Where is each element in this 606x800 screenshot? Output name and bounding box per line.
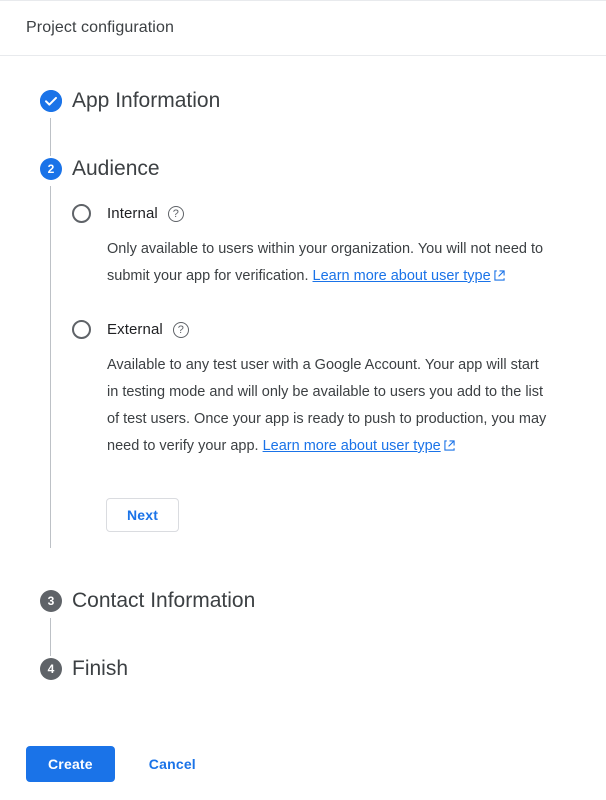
external-link-icon-internal bbox=[494, 264, 505, 275]
step-contact-information[interactable] bbox=[0, 588, 606, 656]
step-app-information[interactable] bbox=[0, 88, 606, 156]
step-2-number: 2 bbox=[47, 162, 55, 176]
external-description bbox=[107, 352, 552, 460]
step-1-title: App Information bbox=[72, 89, 221, 112]
step-2-title: Audience bbox=[72, 157, 160, 180]
step-2-marker bbox=[40, 158, 62, 180]
connector-3 bbox=[50, 618, 51, 656]
setup-stepper bbox=[0, 56, 606, 696]
radio-option-external[interactable] bbox=[72, 320, 582, 339]
external-learn-more-link[interactable]: Learn more about user type bbox=[262, 438, 441, 454]
radio-internal[interactable] bbox=[72, 204, 91, 223]
page-header bbox=[0, 0, 606, 56]
internal-learn-more-link[interactable]: Learn more about user type bbox=[312, 268, 491, 284]
help-icon-external[interactable]: ? bbox=[173, 322, 189, 338]
step-1-check-icon bbox=[40, 90, 62, 112]
connector-2 bbox=[50, 186, 51, 548]
step-finish[interactable] bbox=[0, 656, 606, 696]
step-3-number: 3 bbox=[47, 594, 55, 608]
step-4-title: Finish bbox=[72, 657, 129, 680]
internal-description bbox=[107, 236, 552, 290]
create-button[interactable]: Create bbox=[26, 746, 115, 782]
cancel-button[interactable]: Cancel bbox=[143, 755, 202, 773]
footer-actions bbox=[0, 746, 606, 782]
radio-internal-label: Internal bbox=[107, 205, 158, 222]
next-button[interactable]: Next bbox=[106, 498, 179, 532]
step-3-marker bbox=[40, 590, 62, 612]
radio-external-label: External bbox=[107, 321, 163, 338]
external-description-text: Available to any test user with a Google Account. Your app will start in testing mode and will only be available to users you add to the list of test users. Once your app is ready to push to production, you may need to verify your app. bbox=[107, 357, 547, 454]
radio-external[interactable] bbox=[72, 320, 91, 339]
help-icon-internal[interactable]: ? bbox=[168, 206, 184, 222]
internal-description-text: Only available to users within your organization. You will not need to submit your app for verification. bbox=[107, 241, 544, 284]
step-3-title: Contact Information bbox=[72, 589, 256, 612]
step-audience bbox=[0, 156, 606, 540]
audience-options bbox=[72, 204, 582, 532]
radio-option-internal[interactable] bbox=[72, 204, 582, 223]
step-4-marker bbox=[40, 658, 62, 680]
step-4-number: 4 bbox=[47, 662, 55, 676]
external-link-icon-external bbox=[444, 434, 455, 445]
page-title: Project configuration bbox=[26, 19, 174, 36]
connector-1 bbox=[50, 118, 51, 156]
